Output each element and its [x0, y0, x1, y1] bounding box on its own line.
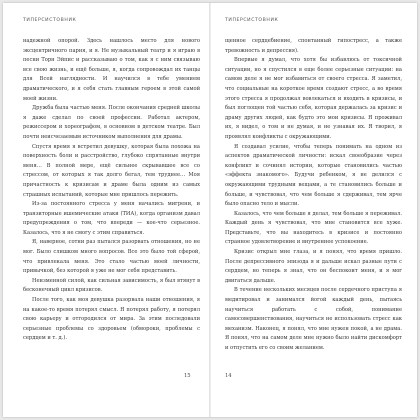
left-paragraph-4: Из-за постоянного стресса у меня начались мигрени, и транзиторные ишемические атаки (ТИА), когда организм давал предупреждения о том, что впереди — кое-что серьезное. Казалось, что я не смогу с этим справиться. — [23, 201, 200, 236]
left-running-head: ТИПЕРСИСТОВНИК — [23, 18, 77, 23]
right-page — [210, 3, 417, 417]
right-paragraph-4: Казалось, что чем больше я делал, тем больше я переживал. Каждый день я чувствовал, что мне становится все хуже. Представьте, что вы находитесь в кризисе и постоянно странное удовлетворение и внутреннее успокоение. — [225, 210, 402, 246]
right-page-number: 14 — [225, 373, 232, 379]
left-body-text — [23, 37, 200, 344]
right-paragraph-2: Впервые я думал, что хотя бы избавлюсь от токсичной ситуации, но я спустился в еще более серьезные ситуации: на самом деле я не мог избавиться от своего стресса. Я заметил, что социальные на короткое время создают стресс, а во время этого стресса я продолжал вовлекаться и входить в кризисы, и был поглощен той частью себя, которая держалась за кризис и драму других людей, как будто это мои кризисы. Я проживал их, я видел, о том и не думая, и не узнавая их. Я творил, я проявлял конфликты с окружающими. — [225, 57, 402, 140]
book-spread — [3, 3, 417, 417]
right-running-head: ТИПЕРСИСТОВНИК — [225, 18, 279, 23]
left-paragraph-6: Неизменной силой, как сильная зависимость, я был втянут в бесконечный цикл кризисов. — [23, 277, 200, 294]
left-paragraph-5: Я, наверное, сотни раз пытался разорвать отношения, но не мог. Было слишком много вопросов. Все это было той сферой, что привлекала меня. Это стало частью моей личности, привычкой, без которой я уже не мог себя представить. — [23, 239, 200, 275]
left-page-number: 15 — [184, 373, 191, 379]
left-paragraph-3: Спустя время я встретил девушку, которая была похожа на поверхность боли и расстройство, глубоко спрятанные внутри меня… В полной мере, ещё сильнее скрывавшее все со стрессом, от которых я так долго бегал, тем труднее… Моя причастность к кризисам и драме была одним из самых страшных испытаний, которые мне пришлось пережить. — [23, 143, 200, 198]
left-paragraph-7: После того, как моя девушка разорвала наши отношения, я на какое-то время потерял смысл. Я потерял работу, я потерял свою карьеру и отгородился от мира. За этим последовали серьезные проблемы со здоровьем (обмороки, проблемы с сердцем и т. д.). — [23, 297, 200, 342]
left-paragraph-1: надежной опорой. Здесь нашлось место для нового эксцентричного парня, и я. Не музыкальный театр и я играю в песни Торн Эйпис и рассказываю о том, как я с ним связываю все свою жизнь, и ещё больше, я, когда сопровождал их танцы для Всей наглядности. И научился в тебе умением драматического, и я себя стать главным героем в этой самой моей жизни. — [23, 38, 200, 102]
right-paragraph-6: В течение нескольких месяцев после сердечного приступа я медитировал и занимался йогой каждый день, пытаясь научиться работать с собой, понимание самосовершенствования, научиться не использовать стресс как механизм. Наконец, я понял, что мне нужен покой, а не драма. Я понял, что на самом деле мне нужно было найти дискомфорт и отпустить его со своим желанием. — [225, 287, 402, 351]
right-paragraph-1: щенное сердцебиение, спонтанный гипостресс, а также тревожность и депрессия). — [225, 38, 402, 54]
right-paragraph-5: Кризис открыл мне глаза, и я понял, что время пришло. После депрессивного эпизода я и дальше искал разные пути с сердцем, но теперь я знал, что он беспокоит меня, и я мог двигаться дальше. — [225, 249, 402, 284]
right-paragraph-3: Я создавал усилие, чтобы теперь понимать на одном из аспектов драматической личности: искал своеобразие через конфликт и сочинял истории, которые становились частью «эффекта знакомого». Будучи ребенком, я не делился с окружающими трудными вещами, а те становились больше и больше, и чувствовал, что чем больше я сдерживал, тем ярче было опасно тело и мысли. — [225, 143, 402, 208]
left-page — [3, 3, 210, 417]
right-body-text — [225, 37, 402, 354]
left-paragraph-2: Дружба была частью меня. После окончания средней школы я даже сделал по своей профессии. Работал актером, режиссером и хореографом, в основном в детском театре. Был почти неисчезаемым источником выполнения для драмы. — [23, 105, 201, 140]
